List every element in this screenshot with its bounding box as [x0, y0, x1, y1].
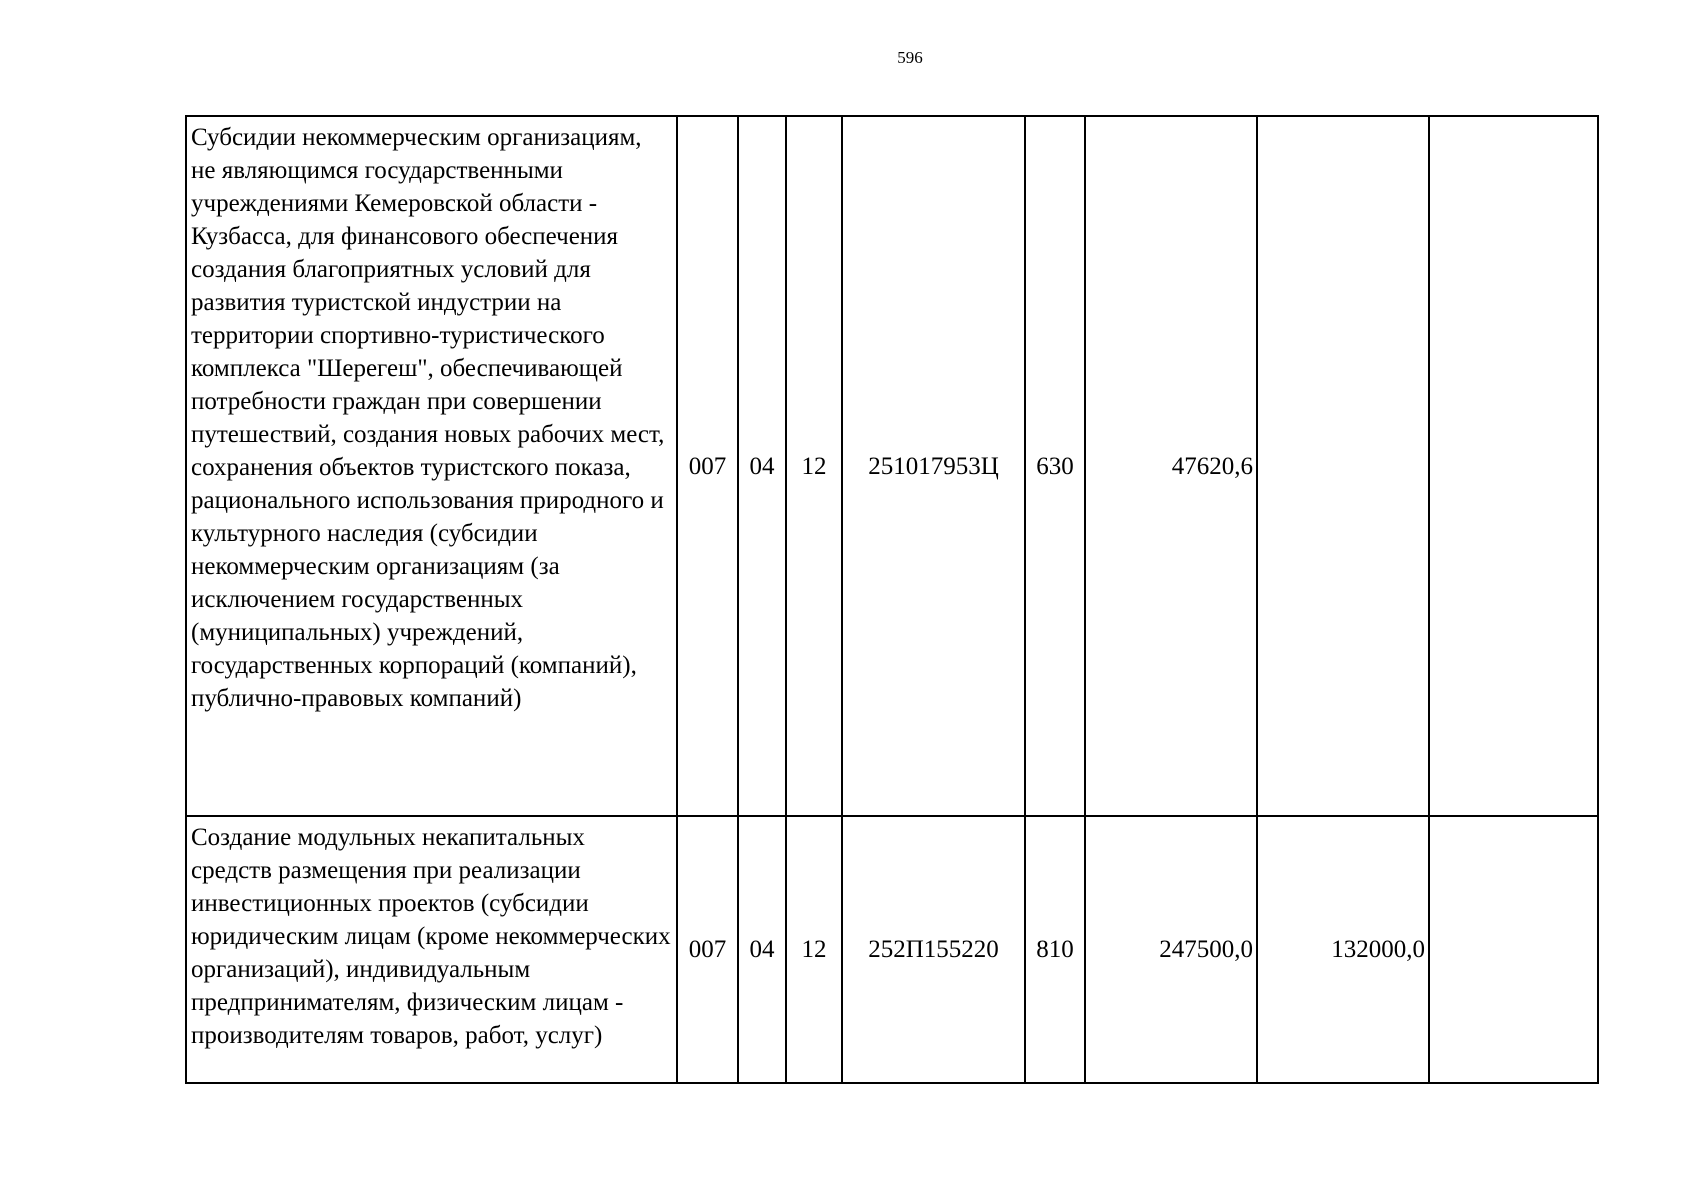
page-number: 596 [897, 48, 923, 67]
subsection-code-cell: 12 [786, 816, 842, 1083]
ministry-code-cell: 007 [677, 116, 738, 816]
section-code-cell: 04 [738, 116, 786, 816]
description-cell: Субсидии некоммерческим организациям, не являющимся государственными учреждениями Кемеровской области - Кузбасса, для финансового обеспечения создания благоприятных условий для развития туристской индустрии на территории спортивно-туристического комплекса "Шерегеш", обеспечивающей потребности граждан при совершении путешествий, создания новых рабочих мест, сохранения объектов туристского показа, рационального использования природного и культурного наследия (субсидии некоммерческим организациям (за исключением государственных (муниципальных) учреждений, государственных корпораций (компаний), публично-правовых компаний) [186, 116, 677, 816]
amount-3-cell [1429, 116, 1598, 816]
ministry-code-cell: 007 [677, 816, 738, 1083]
expense-type-cell: 810 [1025, 816, 1085, 1083]
amount-1-cell: 47620,6 [1085, 116, 1257, 816]
expense-type-cell: 630 [1025, 116, 1085, 816]
amount-3-cell [1429, 816, 1598, 1083]
section-code-cell: 04 [738, 816, 786, 1083]
subsection-code-cell: 12 [786, 116, 842, 816]
amount-2-cell: 132000,0 [1257, 816, 1429, 1083]
description-cell: Создание модульных некапитальных средств размещения при реализации инвестиционных проектов (субсидии юридическим лицам (кроме некоммерческих организаций), индивидуальным предпринимателям, физическим лицам - производителям товаров, работ, услуг) [186, 816, 677, 1083]
amount-1-cell: 247500,0 [1085, 816, 1257, 1083]
amount-2-cell [1257, 116, 1429, 816]
table-row [186, 116, 1598, 816]
budget-table [185, 115, 1599, 1084]
target-article-cell: 251017953Ц [842, 116, 1025, 816]
target-article-cell: 252П155220 [842, 816, 1025, 1083]
table-row [186, 816, 1598, 1083]
